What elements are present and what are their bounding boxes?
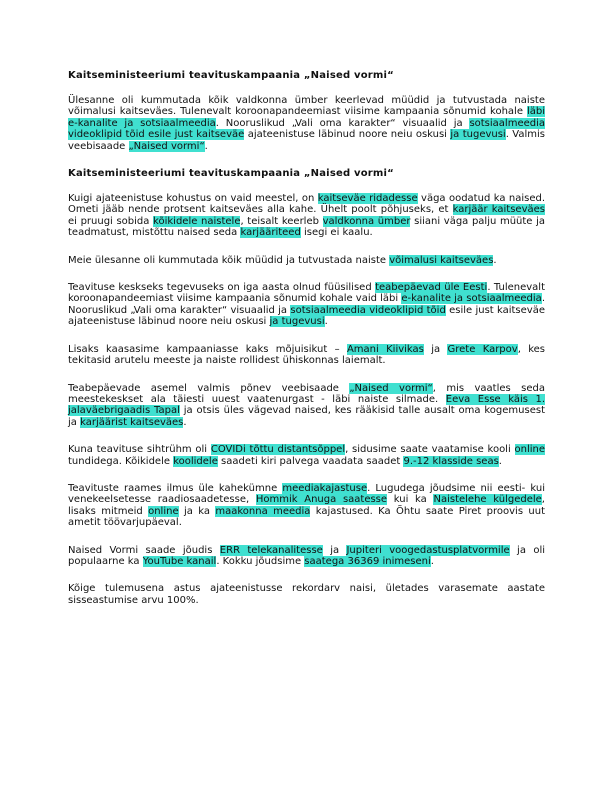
text-run: , sidusime saate vaatamise kooli <box>345 444 515 456</box>
highlighted-text: ja tugevusi <box>269 316 325 328</box>
text-run: . Valmis veebisaade <box>68 129 546 152</box>
text-run: , mis vaatles seda meestekeskset ala täiesti uuest vaatenurgast - läbi naiste silmade. <box>68 382 545 405</box>
text-run: . Nooruslikud „Vali oma karakter“ visuaalid ja <box>215 117 470 129</box>
highlighted-text: COVIDi tõttu distantsõppel <box>210 444 346 456</box>
text-run: . Kokku jõudsime <box>216 555 305 567</box>
text-run: . Tulenevalt koroonapandeemiast viisime kampaania sõnumid kohale vaid läbi <box>68 282 546 305</box>
highlighted-text: maakonna meedia <box>215 505 311 517</box>
highlighted-text: kõikidele naistele <box>153 215 241 227</box>
highlighted-text: online <box>148 505 179 517</box>
highlighted-text: e-kanalite ja sotsiaalmeedia <box>401 293 542 305</box>
highlighted-text: valdkonna ümber <box>322 215 411 227</box>
highlighted-text: „Naised vormi“ <box>128 140 205 152</box>
body-paragraph <box>68 344 545 367</box>
text-run: , teisalt keerleb <box>240 215 323 227</box>
text-run: Kuna teavituse sihtrühm oli <box>68 444 211 456</box>
text-run: isegi ei kaalu. <box>300 227 373 239</box>
text-run: , kes tekitasid arutelu meeste ja naiste rollidest ühiskonnas laiemalt. <box>68 343 546 367</box>
highlighted-text: võimalusi kaitseväes <box>389 254 494 266</box>
text-run: Teavituste raames ilmus üle kahekümne <box>68 482 283 494</box>
text-run: . Nooruslikud „Vali oma karakter“ visuaalid ja <box>68 293 546 316</box>
text-run: . <box>498 455 502 467</box>
highlighted-text: Naistelehe külgedele <box>433 494 542 506</box>
highlighted-text: meediakajastuse <box>282 482 368 494</box>
highlighted-text: koolidele <box>173 455 218 467</box>
body-paragraph <box>68 444 545 467</box>
highlighted-text: 9.-12 klasside seas <box>403 455 499 467</box>
highlighted-text: sotsiaalmeedia videoklipid tõid esile just kaitseväe <box>68 117 546 141</box>
text-run: . Lugudega jõudsime nii eesti- kui venekeelsetesse raadiosaadetesse, <box>68 482 545 506</box>
text-run: , lisaks mitmeid <box>68 494 545 517</box>
text-run: ja <box>322 544 347 556</box>
highlighted-text: Grete Karpov <box>447 343 518 355</box>
text-run: . <box>430 555 434 567</box>
text-run: ei pruugi sobida <box>68 215 154 227</box>
text-run: kajastused. Ka Õhtu saate Piret proovis uut ametit töövarjupäeval. <box>68 505 546 529</box>
text-run: . <box>204 140 208 152</box>
text-run: Teavituse keskseks tegevuseks on iga aasta olnud füüsilised <box>68 282 376 294</box>
body-paragraph <box>68 255 545 266</box>
highlighted-text: YouTube kanail <box>142 555 217 567</box>
text-run: kui ka <box>387 494 434 506</box>
text-run: Lisaks kaasasime kampaaniasse kaks mõjuisikut – <box>68 343 347 355</box>
body-paragraph <box>68 483 545 529</box>
highlighted-text: online <box>514 444 546 456</box>
text-run: ajateenistuse läbinud noore neiu oskusi <box>244 129 451 141</box>
text-run: . <box>183 416 187 428</box>
text-run: ja <box>423 343 448 355</box>
highlighted-text: Jupiteri voogedastusplatvormile <box>346 544 510 556</box>
highlighted-text: ja tugevusi <box>450 129 506 141</box>
highlighted-text: karjäärist kaitseväes <box>80 416 184 428</box>
highlighted-text: „Naised vormi“ <box>349 382 433 394</box>
text-run: Naised Vormi saade jõudis <box>68 544 220 556</box>
body-paragraph <box>68 545 545 568</box>
highlighted-text: ERR telekanalitesse <box>219 544 323 556</box>
text-run: Kõige tulemusena astus ajateenistusse rekordarv naisi, ületades varasemate aastate sisseastumise arvu 100%. <box>68 583 545 606</box>
text-run: . <box>324 316 328 328</box>
body-paragraph <box>68 193 545 239</box>
text-run: . <box>493 254 497 266</box>
highlighted-text: Hommik Anuga saatesse <box>255 494 388 506</box>
section-heading <box>68 168 545 179</box>
body-paragraph <box>68 95 545 152</box>
text-run: Kaitseministeeriumi teavituskampaania „Naised vormi“ <box>68 168 394 180</box>
body-paragraph <box>68 282 545 328</box>
text-run: Teabepäevade asemel valmis põnev veebisaade <box>68 382 350 394</box>
text-run: Kuigi ajateenistuse kohustus on vaid meestel, on <box>68 193 318 205</box>
text-run: tundidega. Kõikidele <box>68 455 174 467</box>
highlighted-text: sotsiaalmeedia videoklipid tõid <box>290 304 446 316</box>
highlighted-text: karjääriteed <box>240 227 301 239</box>
text-run: Ülesanne oli kummutada kõik valdkonna ümber keerlevad müüdid ja tutvustada naiste võimalusi kaitseväes. Tulenevalt koroonapandeemiast viisime kampaania sõnumid kohale <box>68 95 545 118</box>
section-heading <box>68 70 545 81</box>
highlighted-text: Eeva Esse käis 1. jalaväebrigaadis Tapal <box>68 393 546 417</box>
highlighted-text: saatega 36369 inimeseni <box>304 555 431 567</box>
highlighted-text: kaitseväe ridadesse <box>317 193 418 205</box>
highlighted-text: Amani Kiivikas <box>346 343 424 355</box>
text-run: siiani väga palju müüte ja teadmatust, mistõttu naised seda <box>68 215 545 239</box>
text-run: väga oodatud ka naised. Ometi jääb nende protsent kaitseväes alla kahe. Ühelt poolt põhjuseks, et <box>68 193 546 216</box>
text-run: ja oli populaarne ka <box>68 544 545 567</box>
text-run: saadeti kiri palvega vaadata saadet <box>217 455 404 467</box>
body-paragraph <box>68 583 545 606</box>
text-run: Meie ülesanne oli kummutada kõik müüdid ja tutvustada naiste <box>68 254 390 266</box>
document-content <box>68 70 545 622</box>
text-run: Kaitseministeeriumi teavituskampaania „Naised vormi“ <box>68 70 394 81</box>
highlighted-text: läbi e-kanalite ja sotsiaalmeedia <box>68 106 545 129</box>
highlighted-text: teabepäevad üle Eesti <box>375 282 488 294</box>
text-run: ja ka <box>178 505 216 517</box>
text-run: ja otsis üles vägevad naised, kes rääkisid talle ausalt oma kogemusest ja <box>68 405 545 428</box>
highlighted-text: karjäär kaitseväes <box>452 204 545 216</box>
body-paragraph <box>68 383 545 429</box>
text-run: esile just kaitseväe ajateenistuse läbinud noore neiu oskusi <box>68 304 545 328</box>
